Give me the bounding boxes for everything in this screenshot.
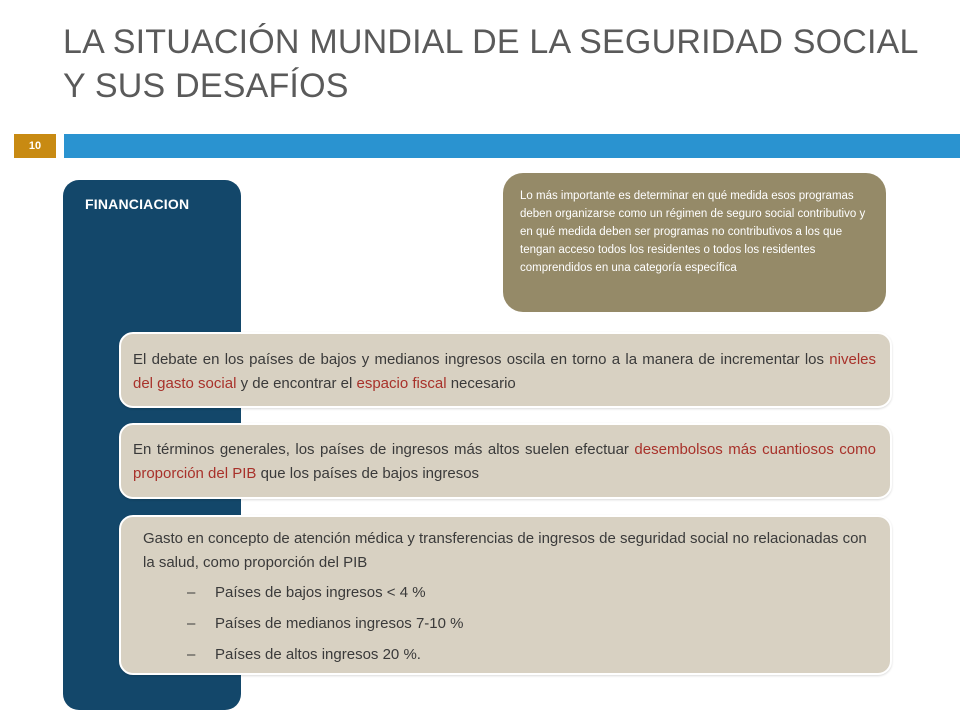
dash-bullet: – — [187, 646, 196, 663]
slide-title: LA SITUACIÓN MUNDIAL DE LA SEGURIDAD SOCIAL Y SUS DESAFÍOS — [63, 23, 918, 105]
list-item — [187, 643, 876, 667]
note-text: Lo más importante es determinar en qué medida esos programas deben organizarse como un régimen de seguro social contributivo y en qué medida deben ser programas no contributivos a los que tengan acceso todos los residentes o todos los residentes comprendidos en una categoría específica — [520, 190, 866, 274]
dash-bullet: – — [187, 584, 196, 601]
card2-text-1: En términos generales, los países de ingresos más altos suelen efectuar — [133, 441, 635, 458]
income-list — [143, 581, 876, 667]
list-item-text: Países de altos ingresos 20 %. — [215, 646, 421, 663]
list-item-text: Países de bajos ingresos < 4 % — [215, 584, 426, 601]
general-terms-card — [119, 423, 892, 499]
header-bar — [64, 134, 960, 158]
debate-card — [119, 332, 892, 408]
slide-number: 10 — [14, 134, 56, 158]
card1-highlight-gasto-social: niveles del gasto social — [133, 351, 876, 392]
card2-text-2: que los países de bajos ingresos — [256, 465, 480, 482]
card1-text-2: y de encontrar el — [236, 375, 357, 392]
card3-intro: Gasto en concepto de atención médica y transferencias de ingresos de seguridad social no relacionadas con la salud, como proporción del PIB — [143, 530, 867, 571]
list-item — [187, 612, 876, 636]
list-item — [187, 581, 876, 605]
card1-text-3: necesario — [446, 375, 516, 392]
spending-card — [119, 515, 892, 675]
dash-bullet: – — [187, 615, 196, 632]
card2-highlight-desembolsos: desembolsos más cuantiosos como proporción del PIB — [133, 441, 876, 482]
note-box — [503, 173, 886, 312]
section-label: FINANCIACION — [85, 196, 190, 212]
card1-highlight-espacio-fiscal: espacio fiscal — [356, 375, 447, 392]
list-item-text: Países de medianos ingresos 7-10 % — [215, 615, 464, 632]
card1-text-1: El debate en los países de bajos y medianos ingresos oscila en torno a la manera de incrementar los — [133, 351, 830, 368]
